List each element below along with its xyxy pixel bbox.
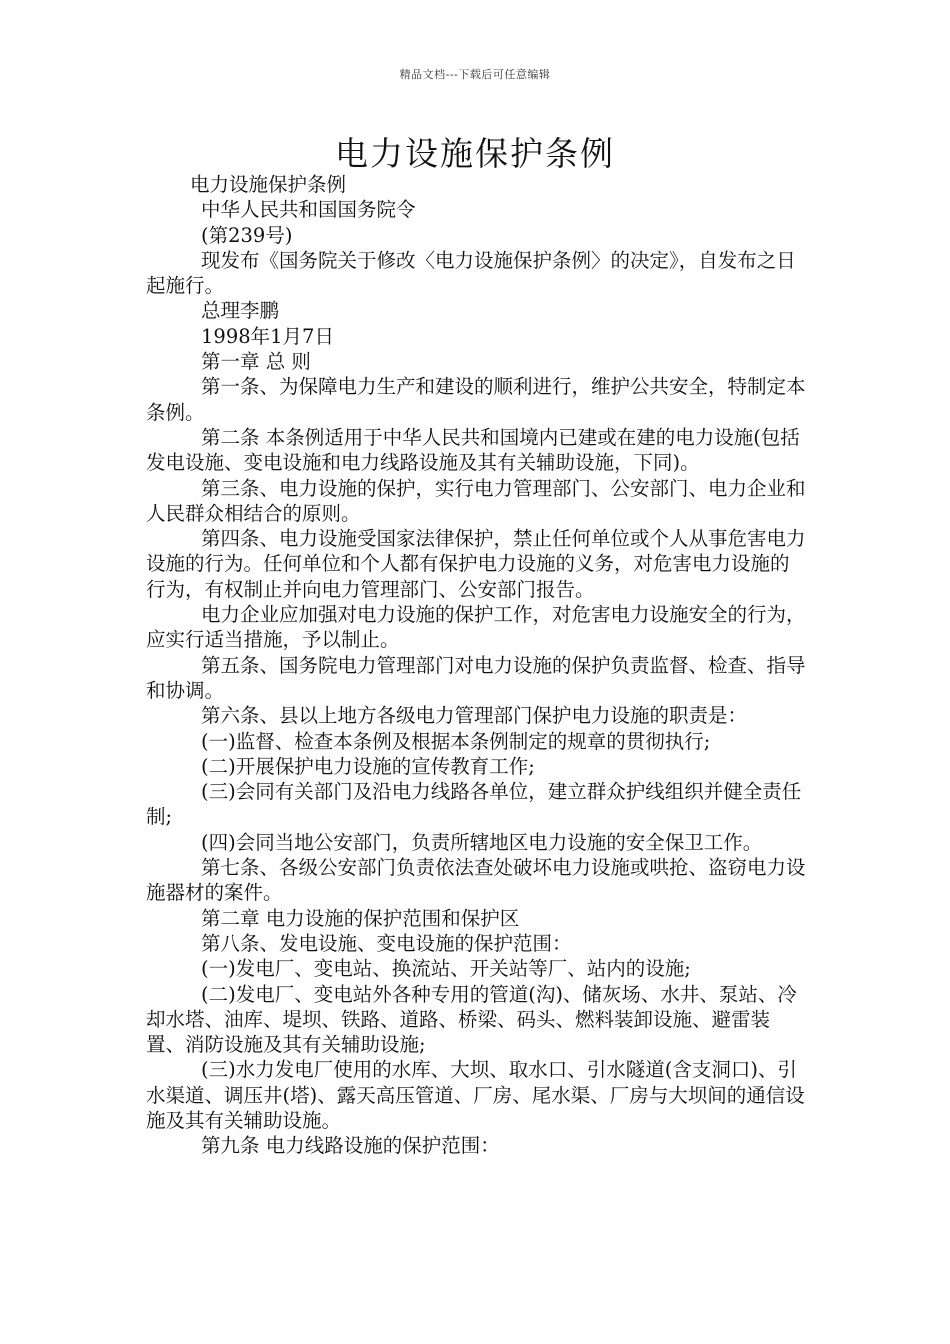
page-header: 精品文档---下载后可任意编辑 [399,68,551,81]
paragraph: (一)发电厂、变电站、换流站、开关站等厂、站内的设施; [201,957,691,981]
paragraph: 1998年1月7日 [201,324,334,348]
paragraph: 第一条、为保障电力生产和建设的顺利进行，维护公共安全，特制定本条例。 [146,375,806,424]
paragraph: (一)监督、检查本条例及根据本条例制定的规章的贯彻执行; [201,729,711,753]
paragraph: 电力设施保护条例 [190,173,347,196]
document-title: 电力设施保护条例 [335,134,615,173]
paragraph: 总理李鹏 [201,299,280,323]
paragraph: (二)发电厂、变电站外各种专用的管道(沟)、储灰场、水井、泵站、冷却水塔、油库、堤坝、铁路、道路、桥梁、码头、燃料装卸设施、避雷装置、消防设施及其有关辅助设施; [146,982,797,1057]
paragraph: 第五条、国务院电力管理部门对电力设施的保护负责监督、检查、指导和协调。 [146,653,806,702]
paragraph: (三)会同有关部门及沿电力线路各单位，建立群众护线组织并健全责任制; [146,780,802,829]
paragraph: (第239号) [201,223,293,247]
paragraph: (四)会同当地公安部门，负责所辖地区电力设施的安全保卫工作。 [201,830,763,854]
paragraph: 第八条、发电设施、变电设施的保护范围： [201,931,572,955]
paragraph: 第二章 电力设施的保护范围和保护区 [201,906,520,930]
paragraph: 第七条、各级公安部门负责依法查处破坏电力设施或哄抢、盗窃电力设施器材的案件。 [146,856,806,905]
paragraph: 现发布《国务院关于修改〈电力设施保护条例〉的决定》，自发布之日起施行。 [146,248,796,298]
paragraph: 第三条、电力设施的保护，实行电力管理部门、公安部门、电力企业和人民群众相结合的原则。 [146,476,806,525]
paragraph: (三)水力发电厂使用的水库、大坝、取水口、引水隧道(含支洞口)、引水渠道、调压井(塔)、露天高压管道、厂房、尾水渠、厂房与大坝间的通信设施及其有关辅助设施。 [146,1058,805,1132]
paragraph: (二)开展保护电力设施的宣传教育工作; [201,754,535,778]
paragraph: 第六条、县以上地方各级电力管理部门保护电力设施的职责是： [201,704,748,728]
paragraph: 中华人民共和国国务院令 [201,198,416,222]
paragraph: 第九条 电力线路设施的保护范围： [201,1134,500,1158]
paragraph: 电力企业应加强对电力设施的保护工作，对危害电力设施安全的行为，应实行适当措施，予以制止。 [146,603,806,652]
paragraph: 第一章 总 则 [201,350,311,374]
document-body [146,172,806,1159]
paragraph: 第四条、电力设施受国家法律保护，禁止任何单位或个人从事危害电力设施的行为。任何单位和个人都有保护电力设施的义务，对危害电力设施的行为，有权制止并向电力管理部门、公安部门报告。 [146,527,806,601]
paragraph: 第二条 本条例适用于中华人民共和国境内已建或在建的电力设施(包括发电设施、变电设施和电力线路设施及其有关辅助设施，下同)。 [146,425,800,475]
